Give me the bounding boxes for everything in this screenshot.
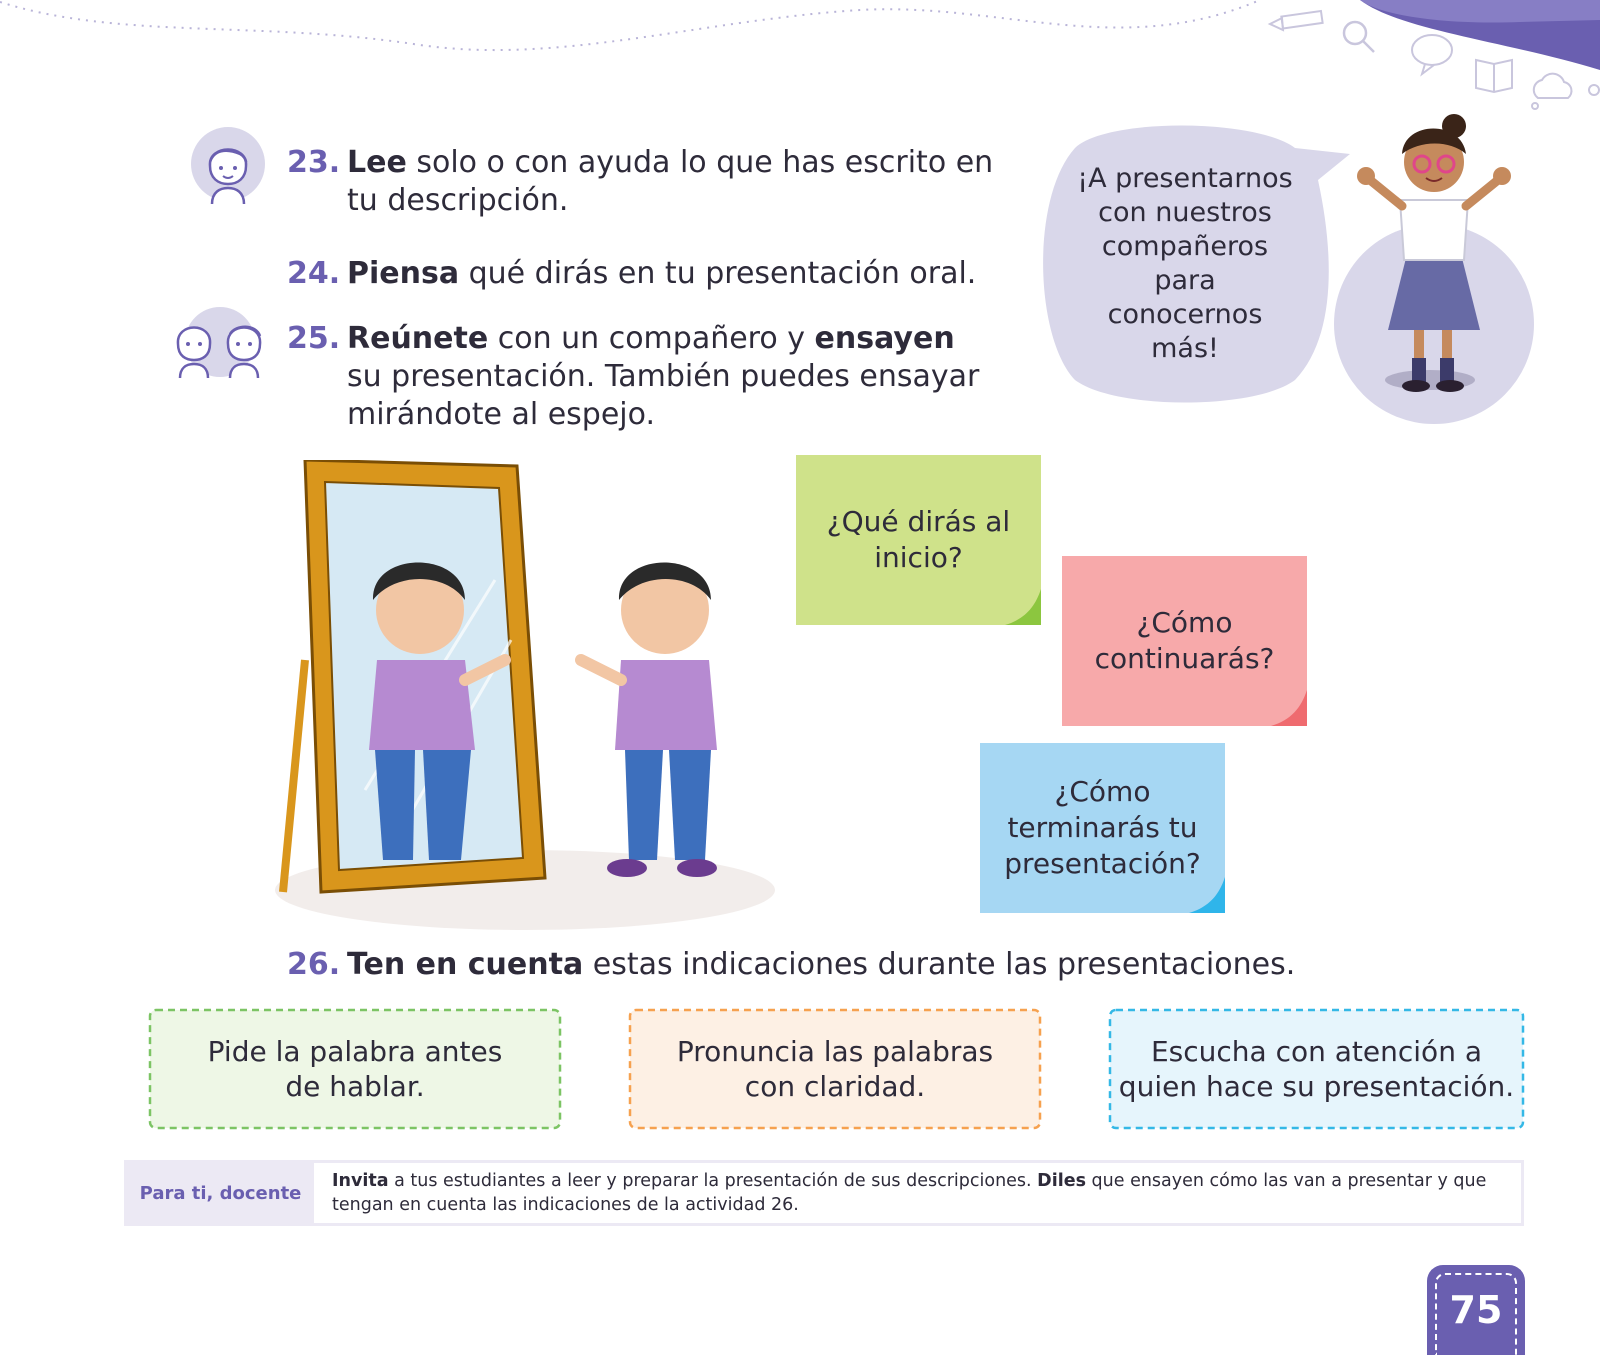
- speech-bubble: [1055, 162, 1315, 366]
- sticky-note-end: [980, 743, 1225, 913]
- header-decoration: [0, 0, 1600, 120]
- tip-listen: [1110, 1010, 1523, 1128]
- sticky-note-middle: [1062, 556, 1307, 726]
- pencil-icon: [1270, 11, 1323, 30]
- activity-text: [347, 946, 1295, 984]
- activity-text: [347, 255, 976, 293]
- note-fold: [1189, 877, 1225, 913]
- magnifier-icon: [1344, 22, 1374, 52]
- activity-number: 23.: [287, 145, 341, 180]
- tip-line: Pide la palabra antes: [207, 1035, 503, 1068]
- teacher-note-text: [332, 1169, 1512, 1217]
- activity-text: [347, 144, 993, 220]
- tip-line: de hablar.: [285, 1070, 425, 1103]
- activity-text-part: solo o con ayuda lo que has escrito en: [406, 145, 994, 180]
- pair-icon: [172, 306, 268, 382]
- sticky-note-line: inicio?: [874, 541, 963, 574]
- teacher-note-part: tengan en cuenta las indicaciones de la actividad 26.: [332, 1195, 799, 1215]
- activity-number: 26.: [287, 947, 341, 982]
- page-number: 75: [1435, 1273, 1517, 1355]
- tip-line: Escucha con atención a: [1150, 1035, 1482, 1068]
- teacher-note-label: Para ti, docente: [127, 1163, 314, 1223]
- sticky-note-line: ¿Qué dirás al: [826, 505, 1011, 538]
- activity-text-part: mirándote al espejo.: [347, 397, 655, 432]
- mirror-boy-illustration: [265, 460, 785, 940]
- tip-pronounce: [630, 1010, 1040, 1128]
- speech-line: conocernos: [1107, 299, 1263, 330]
- speech-line: más!: [1151, 333, 1219, 364]
- teacher-note: [124, 1160, 1524, 1226]
- teacher-note-bold: Invita: [332, 1171, 389, 1191]
- note-fold: [1005, 589, 1041, 625]
- student-icon: [190, 126, 266, 206]
- activity-24: [287, 255, 1007, 295]
- activity-text-part: su presentación. También puedes ensayar: [347, 359, 980, 394]
- activity-text-part: con un compañero y: [488, 321, 815, 356]
- activity-number: 24.: [287, 256, 341, 291]
- speech-line: para: [1154, 265, 1216, 296]
- teacher-note-bold: Diles: [1037, 1171, 1086, 1191]
- sticky-note-line: ¿Cómo: [1054, 775, 1151, 808]
- page-number-tab: [1427, 1265, 1525, 1355]
- tip-line: Pronuncia las palabras: [676, 1035, 994, 1068]
- activity-verb: Lee: [347, 145, 407, 180]
- boy: [581, 563, 717, 878]
- speech-icon: [1412, 35, 1452, 74]
- speech-line: ¡A presentarnos: [1077, 163, 1293, 194]
- tip-line: quien hace su presentación.: [1118, 1070, 1515, 1103]
- activity-23: [287, 144, 1007, 224]
- teacher-note-part: que ensayen cómo las van a presentar y que: [1085, 1171, 1487, 1191]
- sticky-note-line: presentación?: [1004, 847, 1201, 880]
- activity-25: [287, 320, 1007, 440]
- note-fold: [1271, 690, 1307, 726]
- activity-verb: Reúnete: [347, 321, 489, 356]
- activity-text-part: qué dirás en tu presentación oral.: [459, 256, 977, 291]
- activity-text-part: estas indicaciones durante las presentaciones.: [583, 947, 1296, 982]
- sticky-note-line: terminarás tu: [1007, 811, 1198, 844]
- activity-number: 25.: [287, 321, 341, 356]
- tip-ask-to-speak: [150, 1010, 560, 1128]
- girl-illustration: [1330, 110, 1540, 430]
- activity-26: [287, 946, 1587, 986]
- tip-line: con claridad.: [744, 1070, 926, 1103]
- book-icon: [1476, 60, 1512, 92]
- sticky-note-line: continuarás?: [1094, 642, 1275, 675]
- speech-line: con nuestros: [1098, 197, 1272, 228]
- sticky-note-line: ¿Cómo: [1136, 606, 1233, 639]
- speech-line: compañeros: [1101, 231, 1269, 262]
- cloud-icon: [1532, 74, 1599, 109]
- teacher-note-part: a tus estudiantes a leer y preparar la presentación de sus descripciones.: [388, 1171, 1038, 1191]
- activity-verb: ensayen: [814, 321, 955, 356]
- activity-text: [347, 320, 979, 434]
- activity-text-part: tu descripción.: [347, 183, 569, 218]
- sticky-note-start: [796, 455, 1041, 625]
- activity-verb: Piensa: [347, 256, 460, 291]
- activity-verb: Ten en cuenta: [347, 947, 584, 982]
